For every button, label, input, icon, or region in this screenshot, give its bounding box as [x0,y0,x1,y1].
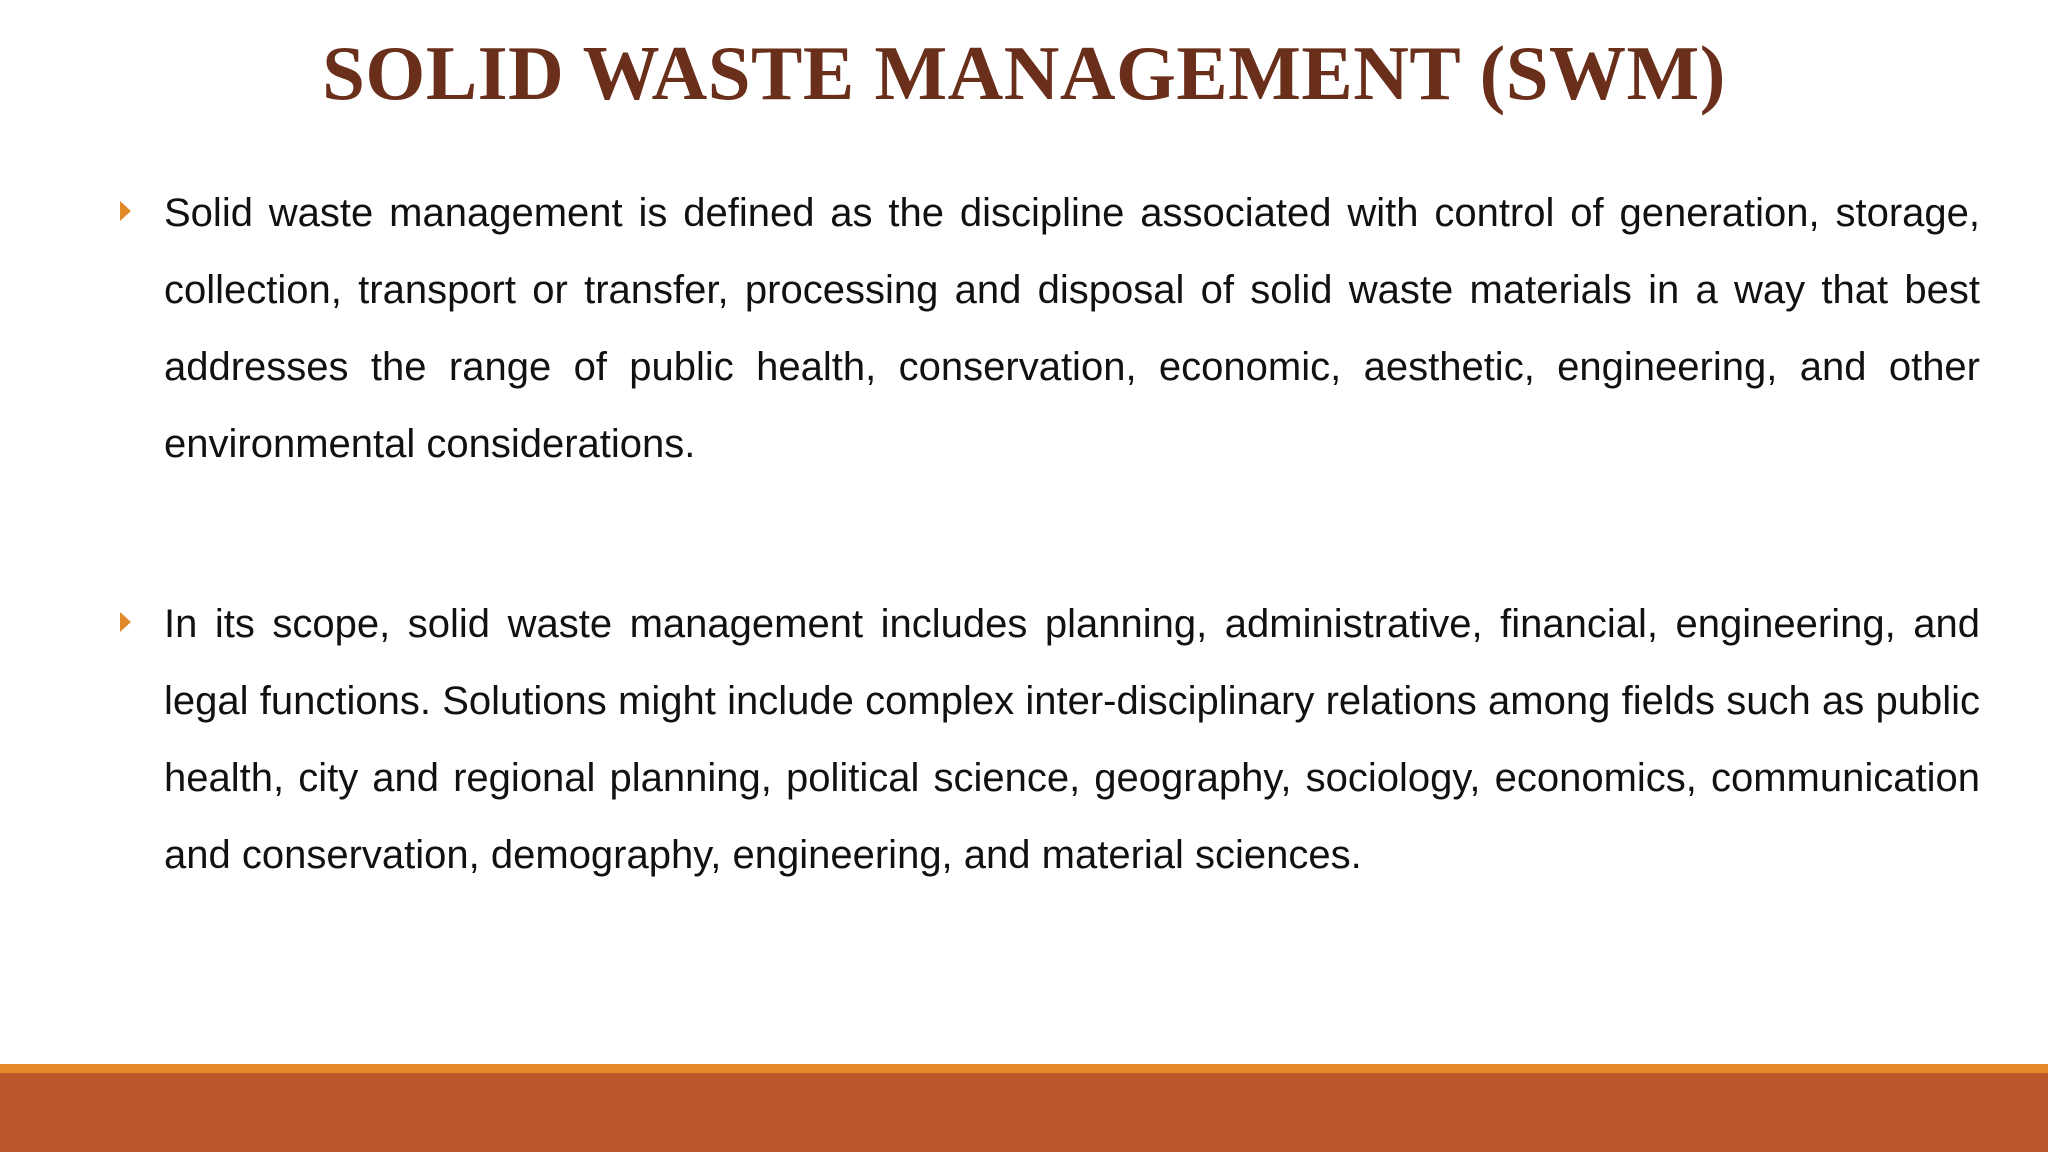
bullet-item [110,586,1980,894]
bullet-list [110,175,1980,894]
triangle-right-icon [120,201,131,221]
triangle-right-icon [120,612,131,632]
bullet-text: In its scope, solid waste management includes planning, administrative, financial, engineering, and legal functions. Solutions might include complex inter-disciplinary relations among fields such as public health, city and regional planning, political science, geography, sociology, economics, communication and conservation, demography, engineering, and material sciences. [164,602,1980,877]
slide-title: SOLID WASTE MANAGEMENT (SWM) [322,30,1726,116]
bullet-item [110,175,1980,483]
bullet-text: Solid waste management is defined as the discipline associated with control of generation, storage, collection, transport or transfer, processing and disposal of solid waste materials in a way that best addresses the range of public health, conservation, economic, aesthetic, engineering, and other environmental considerations. [164,191,1980,466]
footer-accent-stripe [0,1064,2048,1073]
footer-band [0,1073,2048,1152]
